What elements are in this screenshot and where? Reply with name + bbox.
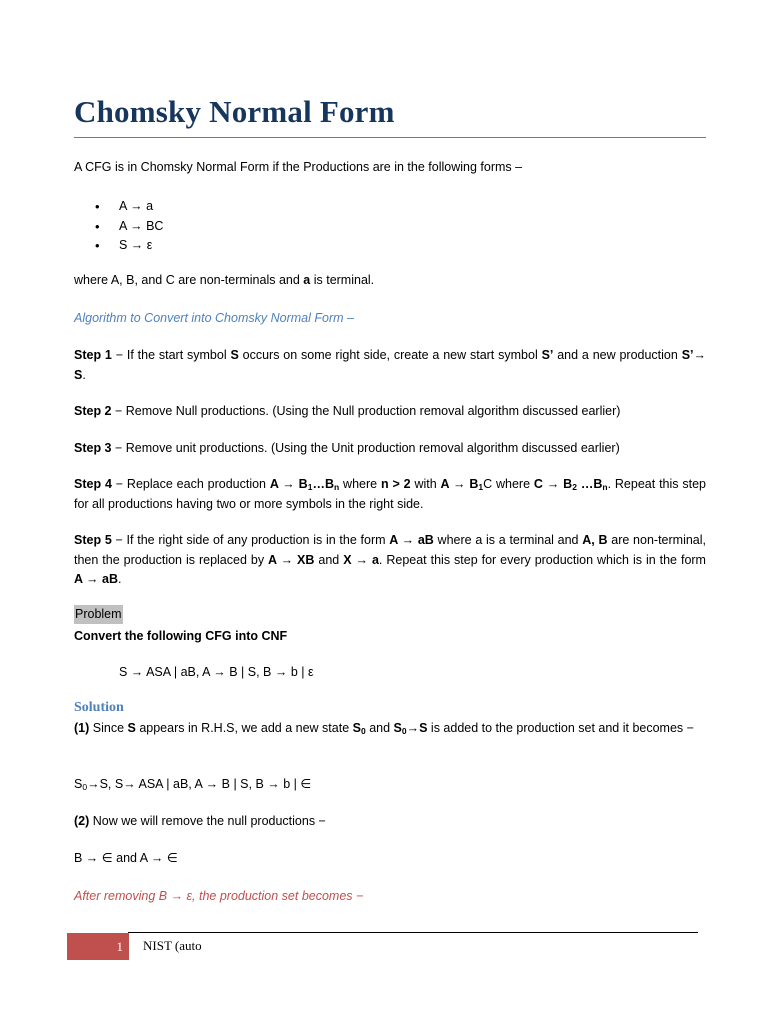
- step-3: [74, 439, 706, 459]
- problem-label: Problem: [74, 605, 123, 624]
- solution-bold-part: S: [393, 721, 402, 735]
- step-text: where: [339, 477, 381, 491]
- step-bold: [270, 477, 339, 491]
- step-text: C where: [483, 477, 534, 491]
- subscript: 2: [572, 482, 577, 492]
- step-text: are non-terminal, then the production is replaced by: [74, 533, 706, 567]
- solution-bold: S: [127, 721, 136, 735]
- solution-bold: [353, 721, 366, 735]
- step-bold: A, B: [582, 533, 608, 547]
- solution-text: Since: [89, 721, 128, 735]
- step-label: Step 5: [74, 533, 112, 547]
- title-underline: [74, 137, 706, 138]
- list-item: • S → ε: [74, 236, 163, 256]
- step-label: Step 3: [74, 441, 112, 455]
- step-text: occurs on some right side, create a new start symbol: [238, 348, 542, 362]
- step-2: [74, 402, 706, 422]
- where-text: [74, 271, 706, 291]
- step-bold: X → a: [343, 552, 379, 567]
- step-label: Step 4: [74, 477, 112, 491]
- subscript: 1: [478, 482, 484, 492]
- list-item: • A → BC: [74, 217, 163, 237]
- null-productions: B → ∈ and A → ∈: [74, 851, 178, 865]
- solution-text: and: [365, 721, 394, 735]
- where-text-part: where A, B, and C are non-terminals and: [74, 273, 304, 287]
- solution-bold-part: S: [352, 721, 361, 735]
- step-bold: S: [230, 348, 239, 362]
- solution-text: Now we will remove the null productions −: [89, 814, 326, 828]
- step-label: Step 1: [74, 348, 112, 362]
- problem-grammar: S → ASA | aB, A → B | S, B → b | ε: [119, 665, 314, 679]
- step-bold: A → aB: [389, 533, 434, 547]
- where-text-bold: a: [303, 273, 311, 287]
- step-bold: n > 2: [380, 477, 411, 491]
- step-bold: [441, 477, 484, 491]
- step-text: − Remove unit productions. (Using the Unit production removal algorithm discussed earlier): [111, 441, 620, 455]
- step-text: and: [314, 552, 344, 567]
- step-text: − Replace each production: [111, 477, 270, 491]
- step-text: .: [82, 367, 86, 382]
- subscript: 1: [307, 482, 313, 492]
- step-bold: S’: [541, 348, 554, 362]
- step-bold: A → aB: [74, 572, 118, 586]
- production-part: →S, S→ ASA | aB, A → B | S, B → b | ∈: [87, 777, 312, 791]
- step-text: − If the right side of any production is in the form: [111, 533, 390, 547]
- step-bold: A → XB: [268, 552, 315, 567]
- solution-heading: Solution: [74, 700, 124, 715]
- production-part: S: [74, 777, 83, 791]
- subscript: n: [333, 482, 340, 492]
- where-text-part: is terminal.: [310, 273, 375, 287]
- step-text: and a new production: [553, 348, 682, 362]
- step-text: with: [410, 477, 441, 491]
- step-text: .: [118, 572, 122, 586]
- algorithm-heading: Algorithm to Convert into Chomsky Normal Form –: [74, 311, 354, 325]
- solution-bold-part: →S: [406, 721, 428, 735]
- cnf-forms-list: [74, 197, 163, 256]
- step-bold-part: A → B: [269, 477, 308, 491]
- solution-text: is added to the production set and it becomes −: [427, 721, 694, 735]
- step-text: − If the start symbol: [111, 348, 231, 362]
- step-bold-part: A → B: [440, 477, 479, 491]
- step-text: . Repeat this step for every production which is in the form: [378, 552, 706, 567]
- page-title: Chomsky Normal Form: [74, 94, 395, 129]
- step-text: where a is a terminal and: [433, 533, 583, 547]
- step-bold-part: …B: [312, 477, 334, 491]
- footer-text: NIST (auto: [143, 938, 202, 953]
- step-1: [74, 346, 706, 385]
- solution-step-2: [74, 812, 706, 832]
- step-5: [74, 531, 706, 590]
- production-set: [74, 775, 706, 795]
- intro-text: A CFG is in Chomsky Normal Form if the Productions are in the following forms –: [74, 160, 523, 174]
- step-4: [74, 475, 706, 514]
- solution-text: appears in R.H.S, we add a new state: [135, 721, 353, 735]
- step-bold-part: C → B: [533, 477, 573, 491]
- subscript: 0: [360, 726, 366, 736]
- solution-step-number: (2): [74, 814, 90, 828]
- solution-step-number: (1): [74, 721, 90, 735]
- solution-bold: [394, 721, 428, 735]
- page-number-box: [67, 933, 129, 960]
- list-item: • A → a: [74, 197, 163, 217]
- subscript: 0: [401, 726, 407, 736]
- step-bold: S’→ S: [74, 348, 706, 382]
- step-bold: [534, 477, 608, 491]
- step-bold-part: …B: [576, 477, 603, 491]
- after-removing-text: After removing B → ε, the production set becomes −: [74, 889, 364, 903]
- step-text: − Remove Null productions. (Using the Null production removal algorithm discussed earlier): [111, 404, 621, 418]
- step-text: . Repeat this step for all productions having two or more symbols in the right side.: [74, 477, 707, 511]
- subscript: 0: [82, 782, 88, 792]
- footer-rule: [128, 932, 698, 933]
- problem-statement: Convert the following CFG into CNF: [74, 629, 288, 643]
- subscript: n: [602, 482, 608, 492]
- page-number: 1: [116, 938, 123, 954]
- solution-step-1: [74, 719, 706, 739]
- step-label: Step 2: [74, 404, 112, 418]
